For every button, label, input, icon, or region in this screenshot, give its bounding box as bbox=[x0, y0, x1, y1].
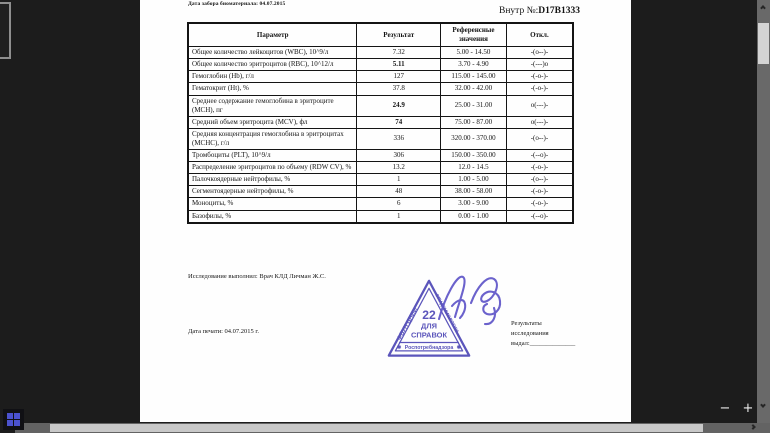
deviation-cell: -(о--)- bbox=[506, 174, 573, 186]
table-row bbox=[188, 83, 573, 95]
parameter-cell: Среднее содержание гемоглобина в эритроците (MCH), пг bbox=[188, 95, 357, 116]
parameter-cell: Гематокрит (Ht), % bbox=[188, 83, 357, 95]
deviation-cell: -(-о-)- bbox=[506, 83, 573, 95]
header-reference: Референсные значения bbox=[441, 23, 507, 47]
result-cell: 1 bbox=[357, 210, 441, 223]
table-header-row bbox=[188, 23, 573, 47]
table-row bbox=[188, 95, 573, 116]
issued-line2: исследования bbox=[511, 330, 549, 338]
vertical-scrollbar[interactable] bbox=[757, 0, 770, 423]
parameter-cell: Общее количество эритроцитов (RBC), 10^12/л bbox=[188, 59, 357, 71]
vertical-scrollbar-thumb[interactable] bbox=[758, 23, 769, 64]
reference-cell: 150.00 - 350.00 bbox=[441, 150, 507, 162]
stamp-star-left: ✱ bbox=[396, 345, 402, 352]
table-row bbox=[188, 71, 573, 83]
deviation-cell: -(о--)- bbox=[506, 128, 573, 149]
stamp-center-line2: СПРАВОК bbox=[410, 330, 448, 340]
parameter-cell: Сегментоядерные нейтрофилы, % bbox=[188, 186, 357, 198]
stamp-right-text: ЭПИДЕМИОЛОГИИ bbox=[434, 292, 460, 334]
deviation-cell: о(---)- bbox=[506, 95, 573, 116]
parameter-cell: Базофилы, % bbox=[188, 210, 357, 223]
reference-cell: 25.00 - 31.00 bbox=[441, 95, 507, 116]
issued-line1: Результаты bbox=[511, 320, 542, 327]
result-cell: 1 bbox=[357, 174, 441, 186]
header-result: Результат bbox=[357, 23, 441, 47]
parameter-cell: Общее количество лейкоцитов (WBC), 10^9/л bbox=[188, 47, 357, 59]
results-issued-block bbox=[511, 319, 575, 349]
table-row bbox=[188, 174, 573, 186]
result-cell: 127 bbox=[357, 71, 441, 83]
result-cell: 7.32 bbox=[357, 47, 441, 59]
result-cell: 24.9 bbox=[357, 95, 441, 116]
zoom-in-button[interactable]: + bbox=[742, 401, 754, 416]
deviation-cell: -(о--)- bbox=[506, 47, 573, 59]
scroll-right-icon[interactable] bbox=[751, 425, 755, 429]
reference-cell: 1.00 - 5.00 bbox=[441, 174, 507, 186]
result-cell: 37.8 bbox=[357, 83, 441, 95]
stamp-center-line1: ДЛЯ bbox=[421, 321, 437, 331]
table-row bbox=[188, 186, 573, 198]
parameter-cell: Моноциты, % bbox=[188, 198, 357, 210]
parameter-cell: Распределение эритроцитов по объему (RDW CV), % bbox=[188, 162, 357, 174]
issued-line3: выдал:______________ bbox=[511, 340, 576, 348]
print-date-text: Дата печати: 04.07.2015 г. bbox=[188, 328, 259, 335]
performed-by-text: Исследование выполнил: Врач КЛД Личман Ж.С. bbox=[188, 273, 326, 280]
stamp-bottom-text: Роспотребнадзора bbox=[404, 345, 454, 352]
result-cell: 48 bbox=[357, 186, 441, 198]
result-cell: 74 bbox=[357, 116, 441, 128]
result-cell: 6 bbox=[357, 198, 441, 210]
header-parameter: Параметр bbox=[188, 23, 357, 47]
stamp-number: 22 bbox=[422, 308, 436, 323]
reference-cell: 5.00 - 14.50 bbox=[441, 47, 507, 59]
reference-cell: 0.00 - 1.00 bbox=[441, 210, 507, 223]
internal-number-value: D17B1333 bbox=[538, 6, 580, 16]
deviation-cell: -(---)о bbox=[506, 59, 573, 71]
table-row bbox=[188, 150, 573, 162]
horizontal-scrollbar[interactable] bbox=[15, 423, 770, 433]
deviation-cell: о(---)- bbox=[506, 116, 573, 128]
document-page bbox=[140, 0, 631, 422]
result-cell: 306 bbox=[357, 150, 441, 162]
reference-cell: 32.00 - 42.00 bbox=[441, 83, 507, 95]
signature-icon bbox=[433, 267, 507, 331]
internal-number bbox=[499, 6, 580, 16]
deviation-cell: -(--о)- bbox=[506, 150, 573, 162]
result-cell: 336 bbox=[357, 128, 441, 149]
parameter-cell: Палочкоядерные нейтрофилы, % bbox=[188, 174, 357, 186]
reference-cell: 12.0 - 14.5 bbox=[441, 162, 507, 174]
parameter-cell: Средняя концентрация гемоглобина в эритроцитах (MCHC), г/л bbox=[188, 128, 357, 149]
deviation-cell: -(-о-)- bbox=[506, 186, 573, 198]
table-row bbox=[188, 116, 573, 128]
reference-cell: 115.00 - 145.00 bbox=[441, 71, 507, 83]
deviation-cell: -(-о-)- bbox=[506, 198, 573, 210]
zoom-out-button[interactable]: − bbox=[719, 401, 731, 416]
horizontal-scrollbar-thumb[interactable] bbox=[50, 424, 703, 432]
scroll-up-icon[interactable] bbox=[761, 6, 765, 10]
stamp-left-text: ФБУН ЦНИИ bbox=[396, 307, 420, 342]
table-row bbox=[188, 210, 573, 223]
table-row bbox=[188, 128, 573, 149]
parameter-cell: Гемоглобин (Hb), г/л bbox=[188, 71, 357, 83]
internal-number-label: Внутр №: bbox=[499, 6, 539, 16]
deviation-cell: -(-о-)- bbox=[506, 71, 573, 83]
signature bbox=[433, 267, 507, 331]
page-thumbnail-outline[interactable] bbox=[0, 2, 11, 59]
table-row bbox=[188, 162, 573, 174]
reference-cell: 3.00 - 9.00 bbox=[441, 198, 507, 210]
result-cell: 13.2 bbox=[357, 162, 441, 174]
windows-logo-icon bbox=[7, 413, 20, 426]
header-deviation: Откл. bbox=[506, 23, 573, 47]
parameter-cell: Средний объем эритроцита (MCV), фл bbox=[188, 116, 357, 128]
deviation-cell: -(--о)- bbox=[506, 210, 573, 223]
reference-cell: 38.00 - 58.00 bbox=[441, 186, 507, 198]
deviation-cell: -(-о-)- bbox=[506, 162, 573, 174]
results-table bbox=[187, 22, 574, 224]
table-row bbox=[188, 47, 573, 59]
stamp-star-right: ✱ bbox=[456, 345, 462, 352]
reference-cell: 320.00 - 370.00 bbox=[441, 128, 507, 149]
collection-date-text: Дата забора биоматериала: 04.07.2015 bbox=[188, 1, 286, 7]
table-row bbox=[188, 198, 573, 210]
table-row bbox=[188, 59, 573, 71]
reference-cell: 3.70 - 4.90 bbox=[441, 59, 507, 71]
scroll-down-icon[interactable] bbox=[761, 403, 765, 407]
start-button[interactable] bbox=[3, 409, 24, 430]
reference-cell: 75.00 - 87.00 bbox=[441, 116, 507, 128]
parameter-cell: Тромбоциты (PLT), 10^9/л bbox=[188, 150, 357, 162]
result-cell: 5.11 bbox=[357, 59, 441, 71]
